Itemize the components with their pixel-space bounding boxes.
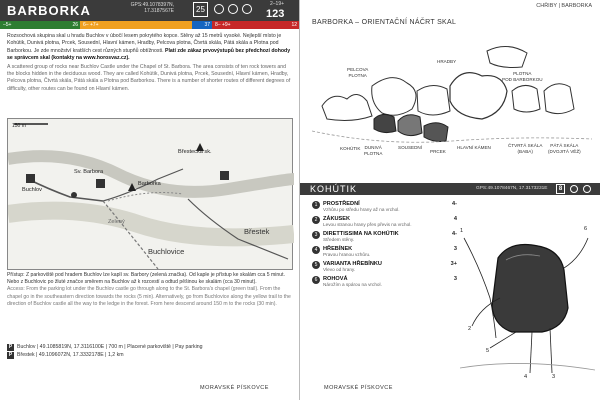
page-footer: MORAVSKÉ PÍSKOVCE [324,385,393,391]
route-number: 4 [312,246,320,254]
grade-easy-label: –5+ [0,21,60,29]
route-name: DIRETTISSIMA NA KOHÚTIK [323,231,399,237]
route-description: Vlevo od hrany. [323,267,356,272]
parking-item [7,351,293,359]
route-description: Nárožím a spárou na vrchol. [323,282,382,287]
route-number: 3 [312,231,320,239]
grade-distribution-bar [0,21,300,29]
topo-label-6: 6 [584,226,588,232]
map-label-buchlov: Buchlov [22,187,42,193]
map-label-brestecka: Břestecká sk. [178,149,212,155]
area-description [7,33,293,93]
rock-topo [460,198,595,383]
route-list [312,201,457,291]
route-grade: 4- [452,201,457,207]
map-label-sv-barbora: Sv. Barbora [74,169,104,175]
route-number: 6 [312,276,320,284]
access-cz: Přístup: Z parkoviště pod hradem Buchlov lze kaplí sv. Barbory (zelená značka). Od kaple je přístup ke skalám cca 5 minut. Nebo z Buchlovic po žluté značce směrem na Buchlov až k rozcestí a odtud pěšinou ke skalám (cca 30 minut). [7,272,285,286]
route-item [312,231,457,243]
sketch-label-sousedni: SOUSEDNÍ [398,145,422,150]
map-label-barborka: Barborka [138,181,161,187]
gps-line: 17.3187567E [144,8,174,14]
right-page [300,0,600,400]
route-name: PROSTŘEDNÍ [323,201,360,207]
sketch-label-hlavni: HLAVNÍ KÁMEN [457,145,491,150]
map-scale: 150 m [12,123,26,129]
route-number: 5 [312,261,320,269]
grade-mid-label: 6– +7+ [80,21,192,29]
sketch-label-prcek: PRCEK [430,149,446,154]
route-item [312,246,457,258]
sketch-label-ctvrta: ČTVRTÁ SKÁLA (BABA) [508,143,543,154]
description-warning: Platí zde zákaz prvovýstupů bez předchozí dohody se správcem skal (kontakty na www.horosvaz.cz). [7,47,291,62]
sketch-label-duniva: DUNIVÁ PLOTNA [364,145,383,156]
rock-sketch [312,31,592,161]
sun-icon [583,185,591,193]
route-number: 2 [312,216,320,224]
map-label-brestek: Břestek [244,227,270,236]
route-grade: 3 [453,246,457,252]
route-name: HŘEBÍNEK [323,246,353,252]
sketch-label-kohutik: KOHÚTIK [340,146,361,151]
topo-label-3: 3 [552,374,556,380]
climber-icon [570,185,578,193]
sector-title: KOHÚTIK [310,184,358,194]
route-description: Pravou hranou vzhůru. [323,252,371,257]
climber-icon [214,4,224,14]
family-icon [242,4,252,14]
description-en: A scattered group of rocks near Buchlov Castle under the Chapel of St. Barbora. The area consists of ten rock towers and the blocks hidden in the deciduous wood. They are called Kohútik, Dunivá plotna, Prcek, Sousední, Hlavní kámen, Hradby, Pelcova plotna, Čtvrtá skála, Pátá skála a Plotna pod Barborkou. There is a number of shorter routes of different degrees of difficulty, other routes can be found on Hlavní kámen. [7,63,291,92]
sun-icon [228,4,238,14]
route-grade: 4 [453,216,457,222]
route-count-label: 2–19+ [270,1,285,7]
area-badge: 25 [193,2,208,17]
grade-hard-count: 12 [272,21,300,29]
area-header [0,0,300,21]
sketch-title: BARBORKA – ORIENTAČNÍ NÁČRT SKAL [312,19,457,26]
parking-list [7,343,293,359]
parking-icon: P [8,352,13,358]
area-gps [128,2,174,14]
topo-label-4: 4 [524,374,528,380]
route-name: VARIANTA HŘEBÍNKU [323,261,382,267]
sketch-label-pata: PÁTÁ SKÁLA (DVOJITÁ VĚŽ) [548,143,581,154]
route-item [312,216,457,228]
route-name: ZÁKUSEK [323,216,351,222]
parking-icon: P [8,344,13,350]
sketch-label-plotna-pod: PLOTNA POD BARBORKOU [502,71,543,82]
topo-label-2: 2 [468,326,472,332]
gps-line: GPS:49.1078397N, [130,2,174,8]
route-grade: 3+ [450,261,457,267]
sector-badge: 8 [556,184,565,194]
sector-gps: GPS:49.1078467N, 17.3173231E [476,186,548,191]
parking-text: Buchlov | 49.1085819N, 17.3116100E | 700 m | Placené parkoviště | Pay parking [17,344,203,350]
running-header: CHŘIBY | BARBORKA [536,3,592,9]
approach-map [7,118,293,270]
grade-hard-label: 8– +9+ [212,21,272,29]
page-footer: MORAVSKÉ PÍSKOVCE [200,385,269,391]
route-count: 123 [266,8,285,20]
route-grade: 3 [453,276,457,282]
topo-graphic [460,198,595,383]
topo-label-5: 5 [486,348,490,354]
area-title: BARBORKA [7,3,91,18]
route-item [312,276,457,288]
sector-header [300,183,600,195]
map-label-trail: Zelený [108,219,125,225]
grade-easy-count: 26 [60,21,80,29]
route-number: 1 [312,201,320,209]
route-item [312,201,457,213]
sketch-graphic [312,31,592,161]
route-description: Středem stěny. [323,237,355,242]
map-label-buchlovice: Buchlovice [148,247,185,256]
topo-label-1: 1 [460,228,464,234]
route-grade: 4- [452,231,457,237]
description-cz: Rozsochová skupina skal u hradu Buchlov v úbočí lesem pokrytého kopce. Stěny až 15 metrů vysoké. Nejlepší místo je Kohútik, Dunivá plotna, Prcek, Sousední, Hlavní kámen, Hradby, Pelcova plotna, Čtvrtá skála, Pátá skála a Plotna pod Barborkou. Je zde množství kratších cest různých stupňů obtížnosti. [7,33,282,54]
grade-mid-count: 37 [192,21,212,29]
route-description: Vzhůru po středu hrany až na vrchol. [323,207,400,212]
parking-item [7,343,293,351]
route-item [312,261,457,273]
parking-text: Břestek | 49.1096072N, 17.3332178E | 1,2 km [17,352,124,358]
access-description [7,272,293,308]
access-en: Access: From the parking lot under the Buchlov castle go through along to the St. Barbora's chapel (green trail). From the chapel go in the southeastern direction towards the rocks (5 min). Alternatively, go from Buchlovice along the yellow trail to the direction of Buchlov castle all the way to the ledge in the forest. From here descend around 150 m to the rocks (30 min). [7,286,291,307]
route-name: ROHOVÁ [323,276,348,282]
sketch-label-hradby: HRADBY [437,59,457,64]
route-description: Levou stranou hrany přes převis na vrchol. [323,222,412,227]
sketch-label-pelcova: PELCOVA PLOTNA [347,67,369,78]
